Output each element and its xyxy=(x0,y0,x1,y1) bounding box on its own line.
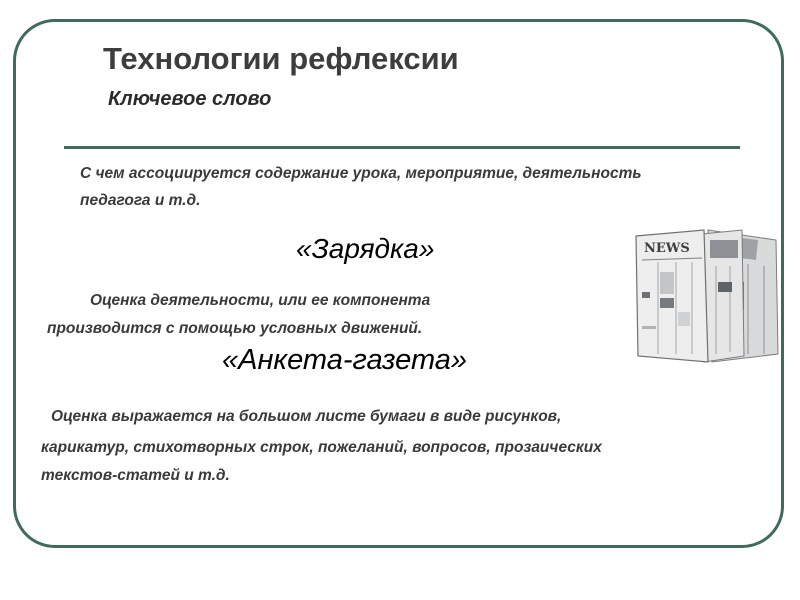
newspaper-icon xyxy=(630,222,780,367)
section-description-anketa-gazeta xyxy=(41,403,761,490)
description-line: Оценка деятельности, или ее компонента xyxy=(90,292,431,309)
description-line: карикатур, стихотворных строк, пожеланий, вопросов, прозаических xyxy=(41,439,602,456)
description-line: производится с помощью условных движений. xyxy=(47,320,423,337)
section-description-zaryadka xyxy=(47,287,547,343)
slide-title: Технологии рефлексии xyxy=(103,41,459,76)
description-line: текстов-статей и т.д. xyxy=(41,467,230,484)
description-line: Оценка выражается на большом листе бумаги в виде рисунков, xyxy=(51,408,562,425)
section-heading-zaryadka: «Зарядка» xyxy=(296,233,435,264)
section-heading-anketa-gazeta: «Анкета-газета» xyxy=(222,344,468,376)
question-text: С чем ассоциируется содержание урока, мероприятие, деятельность педагога и т.д. xyxy=(80,165,642,209)
divider-line xyxy=(64,146,740,149)
svg-text:NEWS: NEWS xyxy=(644,241,690,256)
slide-subtitle: Ключевое слово xyxy=(108,88,272,110)
